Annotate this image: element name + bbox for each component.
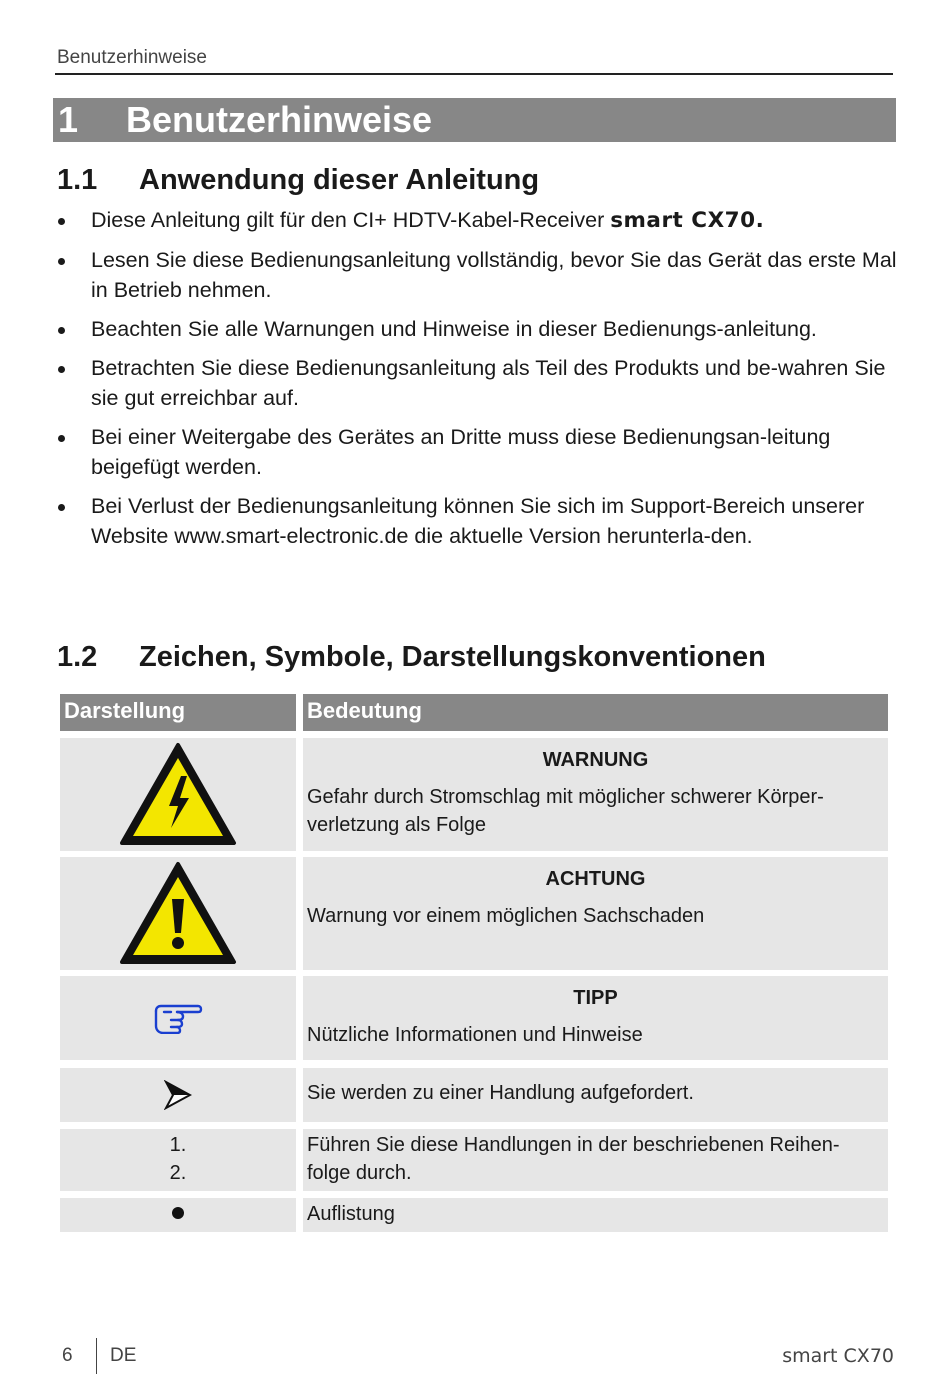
symbol-cell (60, 1068, 296, 1122)
bullet-dot-icon (58, 504, 65, 511)
table-row (60, 857, 888, 970)
numbered-steps (60, 1131, 296, 1187)
header-cell-bedeutung (303, 694, 888, 731)
bullet-dot-icon (60, 1198, 296, 1228)
chapter-title: Benutzerhinweise (126, 99, 433, 140)
list-item (57, 245, 897, 305)
high-voltage-warning-icon (60, 742, 296, 846)
step-number: 2. (169, 1162, 187, 1184)
symbol-cell (60, 976, 296, 1060)
section-number: 1.2 (57, 641, 98, 673)
list-item-text: Betrachten Sie diese Bedienungsanleitung als Teil des Produkts und be-wahren Sie sie gut erreichbar auf. (91, 356, 886, 410)
symbol-cell (60, 1198, 296, 1232)
table-row (60, 738, 888, 851)
meaning-description: Sie werden zu einer Handlung aufgefordert. (307, 1082, 694, 1104)
meaning-cell (303, 1068, 888, 1122)
header-cell-darstellung (60, 694, 296, 731)
usage-bullet-list (57, 205, 897, 560)
symbol-cell (60, 857, 296, 970)
meaning-description: Gefahr durch Stromschlag mit möglicher schwerer Körper-verletzung als Folge (307, 786, 824, 836)
footer-divider (96, 1338, 97, 1374)
running-header: Benutzerhinweise (57, 47, 207, 68)
table-row (60, 1198, 888, 1232)
section-title: Anwendung dieser Anleitung (139, 164, 540, 196)
meaning-cell (303, 976, 888, 1060)
table-header-row (60, 694, 888, 731)
table-row (60, 1068, 888, 1122)
bullet-dot-icon (58, 258, 65, 265)
symbol-cell (60, 738, 296, 851)
header-rule (55, 73, 893, 75)
step-number: 1. (169, 1134, 187, 1156)
meaning-title: WARNUNG (542, 749, 649, 771)
meaning-title: TIPP (573, 987, 618, 1009)
list-item (57, 422, 897, 482)
table-row (60, 1129, 888, 1191)
meaning-cell (303, 857, 888, 970)
arrowhead-icon (60, 1068, 296, 1122)
footer-model-name: smart CX70 (782, 1345, 894, 1367)
meaning-description: Nützliche Informationen und Hinweise (307, 1024, 643, 1046)
meaning-description: Auflistung (307, 1203, 395, 1225)
header-label: Darstellung (64, 698, 186, 723)
list-item (57, 491, 897, 551)
bullet-dot-icon (58, 327, 65, 334)
chapter-heading (53, 98, 896, 142)
list-item (57, 205, 897, 236)
list-item-text: Bei Verlust der Bedienungsanleitung können Sie sich im Support-Bereich unserer Website www.smart-electronic.de die aktuelle Version herunterla-den. (91, 494, 865, 548)
list-item (57, 314, 897, 344)
pointing-hand-icon (60, 996, 296, 1040)
page-number: 6 (62, 1345, 73, 1366)
meaning-cell (303, 1129, 888, 1191)
meaning-cell (303, 738, 888, 851)
meaning-description: Warnung vor einem möglichen Sachschaden (307, 905, 705, 927)
section-title: Zeichen, Symbole, Darstellungskonventionen (139, 641, 766, 673)
bullet-dot-icon (58, 435, 65, 442)
symbol-cell (60, 1129, 296, 1191)
list-item-text: Lesen Sie diese Bedienungsanleitung vollständig, bevor Sie das Gerät das erste Mal in Betrieb nehmen. (91, 248, 897, 302)
section-number: 1.1 (57, 164, 98, 196)
list-item-text: Beachten Sie alle Warnungen und Hinweise in dieser Bedienungs-anleitung. (91, 317, 817, 341)
meaning-title: ACHTUNG (545, 868, 646, 890)
list-item (57, 353, 897, 413)
bullet-dot-icon (58, 366, 65, 373)
meaning-cell (303, 1198, 888, 1232)
product-name: smart CX70. (610, 208, 765, 233)
table-row (60, 976, 888, 1060)
header-label: Bedeutung (307, 698, 422, 723)
exclamation-warning-icon (60, 861, 296, 965)
bullet-dot-icon (58, 218, 65, 225)
chapter-number: 1 (58, 99, 79, 140)
list-item-text: Diese Anleitung gilt für den CI+ HDTV-Kabel-Receiver (91, 208, 611, 232)
meaning-description: Führen Sie diese Handlungen in der beschriebenen Reihen-folge durch. (307, 1134, 840, 1184)
footer-language: DE (110, 1345, 137, 1366)
list-item-text: Bei einer Weitergabe des Gerätes an Dritte muss diese Bedienungsan-leitung beigefügt werden. (91, 425, 831, 479)
